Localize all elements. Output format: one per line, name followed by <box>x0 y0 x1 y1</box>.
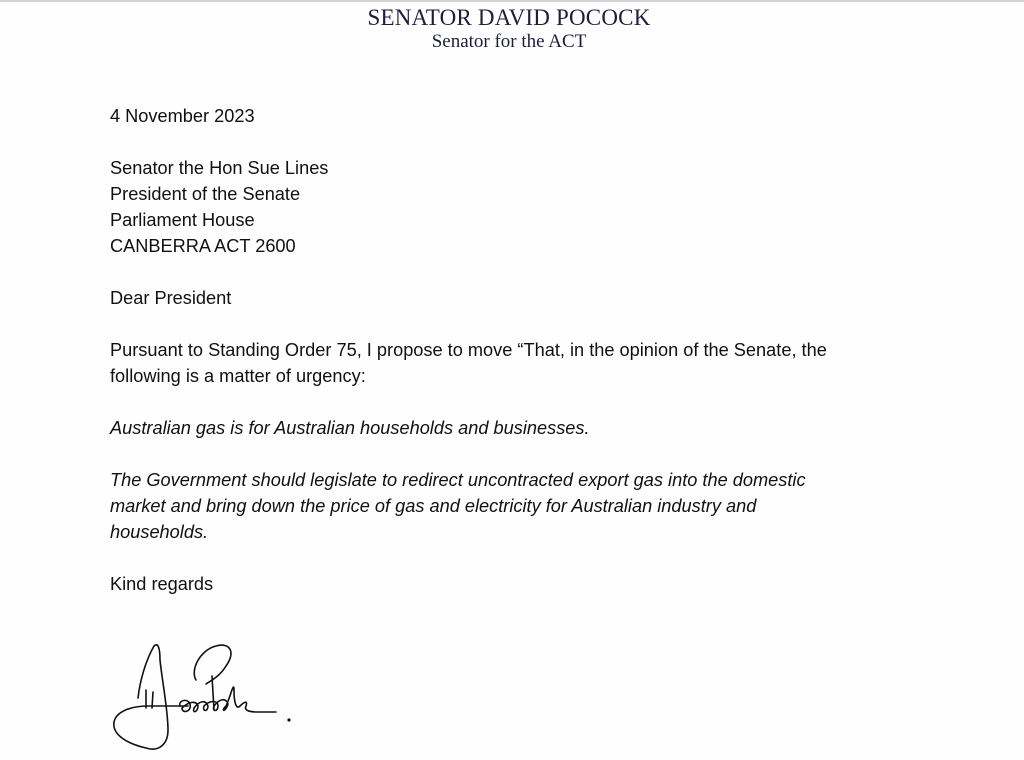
intro-paragraph <box>110 337 900 389</box>
letter-date: 4 November 2023 <box>110 106 255 126</box>
spacer <box>110 545 900 571</box>
spacer <box>110 259 900 285</box>
spacer <box>110 441 900 467</box>
recipient-line: Parliament House <box>110 210 255 230</box>
motion-detail-paragraph <box>110 467 900 545</box>
letterhead <box>0 5 1024 53</box>
motion-statement: Australian gas is for Australian households and businesses. <box>110 418 590 438</box>
motion-detail-line: market and bring down the price of gas and electricity for Australian industry and <box>110 496 757 516</box>
signature-icon <box>108 640 308 755</box>
spacer <box>110 129 900 155</box>
spacer <box>110 389 900 415</box>
salutation: Dear President <box>110 288 232 308</box>
intro-line: following is a matter of urgency: <box>110 366 366 386</box>
top-divider <box>0 0 1024 2</box>
spacer <box>110 311 900 337</box>
recipient-line: CANBERRA ACT 2600 <box>110 236 296 256</box>
letter-body <box>110 103 900 597</box>
signature <box>108 640 308 755</box>
closing: Kind regards <box>110 574 214 594</box>
sender-name: SENATOR DAVID POCOCK <box>367 5 651 30</box>
recipient-line: Senator the Hon Sue Lines <box>110 158 329 178</box>
intro-line: Pursuant to Standing Order 75, I propose to move “That, in the opinion of the Senate, the <box>110 340 827 360</box>
motion-detail-line: households. <box>110 522 209 542</box>
recipient-line: President of the Senate <box>110 184 301 204</box>
recipient-address <box>110 155 900 259</box>
motion-detail-line: The Government should legislate to redirect uncontracted export gas into the domestic <box>110 470 806 490</box>
sender-role: Senator for the ACT <box>431 31 587 52</box>
